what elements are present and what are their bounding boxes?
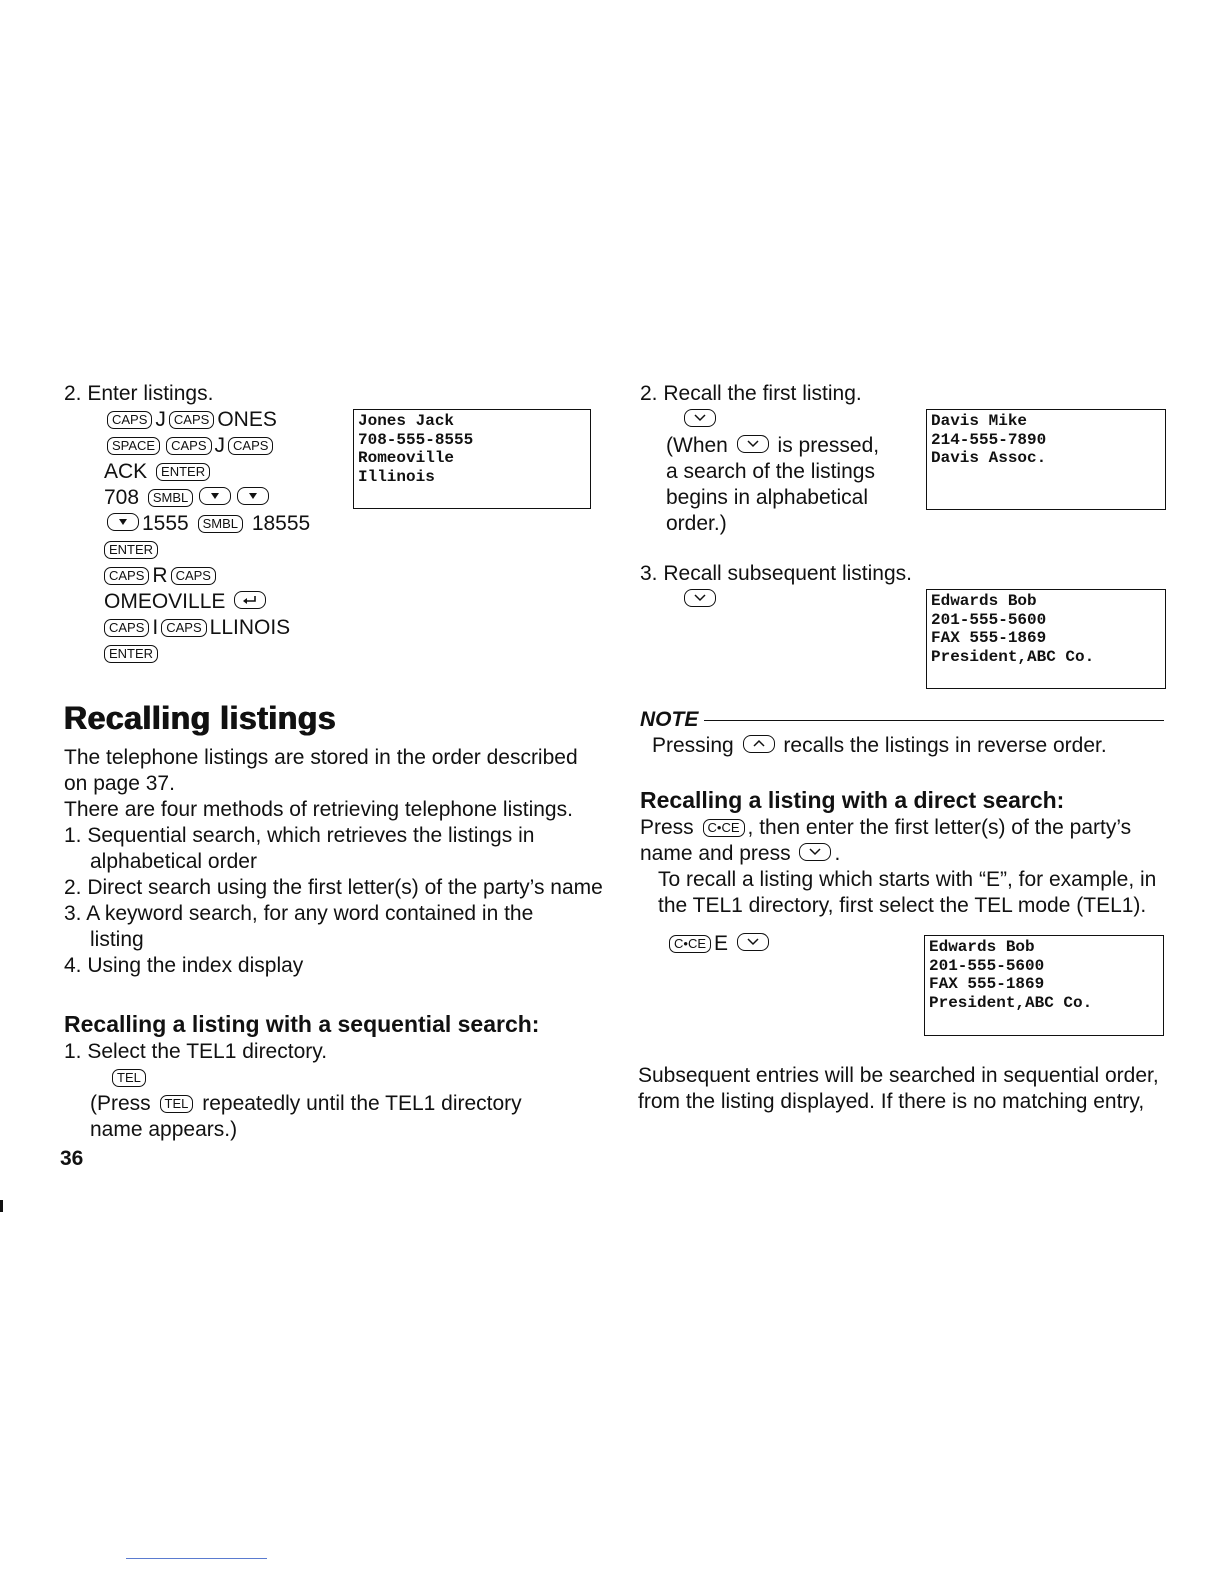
method-item: 4. Using the index display bbox=[64, 954, 304, 977]
lcd-display-davis: Davis Mike 214-555-7890 Davis Assoc. bbox=[926, 409, 1166, 510]
note-label: NOTE bbox=[640, 708, 699, 731]
subsequent-text: from the listing displayed. If there is no matching entry, bbox=[638, 1090, 1145, 1113]
enter-key: ENTER bbox=[104, 541, 158, 559]
space-key: SPACE bbox=[107, 437, 160, 455]
return-icon bbox=[234, 591, 266, 609]
press-note: (Press TEL repeatedly until the TEL1 directory bbox=[90, 1092, 522, 1115]
entry-line: CAPS J CAPS ONES bbox=[104, 407, 277, 433]
entry-line: ACK ENTER bbox=[104, 459, 213, 485]
tel-key-line bbox=[90, 1065, 149, 1091]
step-3-recall-subsequent: 3. Recall subsequent listings. bbox=[640, 562, 912, 585]
chevron-down-icon bbox=[684, 589, 716, 607]
clear-key: C•CE bbox=[703, 819, 745, 837]
lcd-display-jones: Jones Jack 708-555-8555 Romeoville Illinois bbox=[353, 409, 591, 509]
method-item: 3. A keyword search, for any word contained in the bbox=[64, 902, 534, 925]
entry-line: CAPS I CAPS LLINOIS bbox=[104, 615, 290, 641]
method-item: alphabetical order bbox=[90, 850, 257, 873]
down-arrow-icon bbox=[199, 487, 231, 505]
intro-text: There are four methods of retrieving telephone listings. bbox=[64, 798, 573, 821]
down-arrow-icon bbox=[237, 487, 269, 505]
intro-text: The telephone listings are stored in the order described bbox=[64, 746, 578, 769]
step-2-enter-listings: 2. Enter listings. bbox=[64, 382, 214, 405]
symbol-key: SMBL bbox=[198, 515, 243, 533]
subsequent-text: Subsequent entries will be searched in sequential order, bbox=[638, 1064, 1159, 1087]
direct-text: Press C•CE , then enter the first letter(s) of the party’s bbox=[640, 816, 1132, 839]
footer-rule bbox=[126, 1558, 267, 1559]
lcd-display-edwards: Edwards Bob 201-555-5600 FAX 555-1869 President,ABC Co. bbox=[926, 589, 1166, 689]
entry-line bbox=[104, 641, 161, 667]
method-item: 2. Direct search using the first letter(s) of the party’s name bbox=[64, 876, 603, 899]
down-arrow-icon bbox=[107, 513, 139, 531]
when-note: (When is pressed, bbox=[666, 434, 880, 457]
key-line bbox=[681, 587, 719, 613]
chevron-up-icon bbox=[743, 735, 775, 753]
entry-line: OMEOVILLE bbox=[104, 589, 269, 615]
step-2-recall-first: 2. Recall the first listing. bbox=[640, 382, 862, 405]
step-1-select-directory: 1. Select the TEL1 directory. bbox=[64, 1040, 328, 1063]
when-note: order.) bbox=[666, 512, 727, 535]
example-key-sequence: C•CE E bbox=[666, 931, 772, 957]
entry-line: 1555 SMBL 18555 bbox=[104, 511, 310, 537]
example-text: the TEL1 directory, first select the TEL mode (TEL1). bbox=[658, 894, 1147, 917]
entry-line bbox=[104, 537, 161, 563]
caps-key: CAPS bbox=[104, 619, 149, 637]
enter-key: ENTER bbox=[104, 645, 158, 663]
clear-key: C•CE bbox=[669, 935, 711, 953]
chevron-down-icon bbox=[799, 843, 831, 861]
method-item: listing bbox=[90, 928, 144, 951]
example-text: To recall a listing which starts with “E”, for example, in bbox=[658, 868, 1157, 891]
note-divider bbox=[704, 720, 1164, 721]
when-note: a search of the listings bbox=[666, 460, 875, 483]
caps-key: CAPS bbox=[104, 567, 149, 585]
caps-key: CAPS bbox=[169, 411, 214, 429]
enter-key: ENTER bbox=[156, 463, 210, 481]
tel-key: TEL bbox=[160, 1095, 194, 1113]
note-text: Pressing recalls the listings in reverse order. bbox=[652, 734, 1107, 757]
page-number: 36 bbox=[60, 1147, 84, 1170]
caps-key: CAPS bbox=[161, 619, 206, 637]
caps-key: CAPS bbox=[228, 437, 273, 455]
section-title: Recalling listings bbox=[64, 700, 337, 736]
direct-text: name and press . bbox=[640, 842, 841, 865]
when-note: begins in alphabetical bbox=[666, 486, 868, 509]
caps-key: CAPS bbox=[107, 411, 152, 429]
entry-line: 708 SMBL bbox=[104, 485, 272, 511]
chevron-down-icon bbox=[737, 435, 769, 453]
press-note: name appears.) bbox=[90, 1118, 238, 1141]
tel-key: TEL bbox=[112, 1069, 146, 1087]
lcd-display-edwards-direct: Edwards Bob 201-555-5600 FAX 555-1869 President,ABC Co. bbox=[924, 935, 1164, 1036]
key-line bbox=[681, 407, 719, 433]
chevron-down-icon bbox=[684, 409, 716, 427]
chevron-down-icon bbox=[737, 933, 769, 951]
direct-search-heading: Recalling a listing with a direct search: bbox=[640, 787, 1065, 813]
caps-key: CAPS bbox=[166, 437, 211, 455]
sequential-search-heading: Recalling a listing with a sequential search: bbox=[64, 1011, 540, 1037]
margin-mark bbox=[0, 1200, 3, 1212]
symbol-key: SMBL bbox=[148, 489, 193, 507]
method-item: 1. Sequential search, which retrieves the listings in bbox=[64, 824, 535, 847]
intro-text: on page 37. bbox=[64, 772, 175, 795]
entry-line: CAPS R CAPS bbox=[104, 563, 219, 589]
entry-line: SPACE CAPS J CAPS bbox=[104, 433, 276, 459]
caps-key: CAPS bbox=[171, 567, 216, 585]
